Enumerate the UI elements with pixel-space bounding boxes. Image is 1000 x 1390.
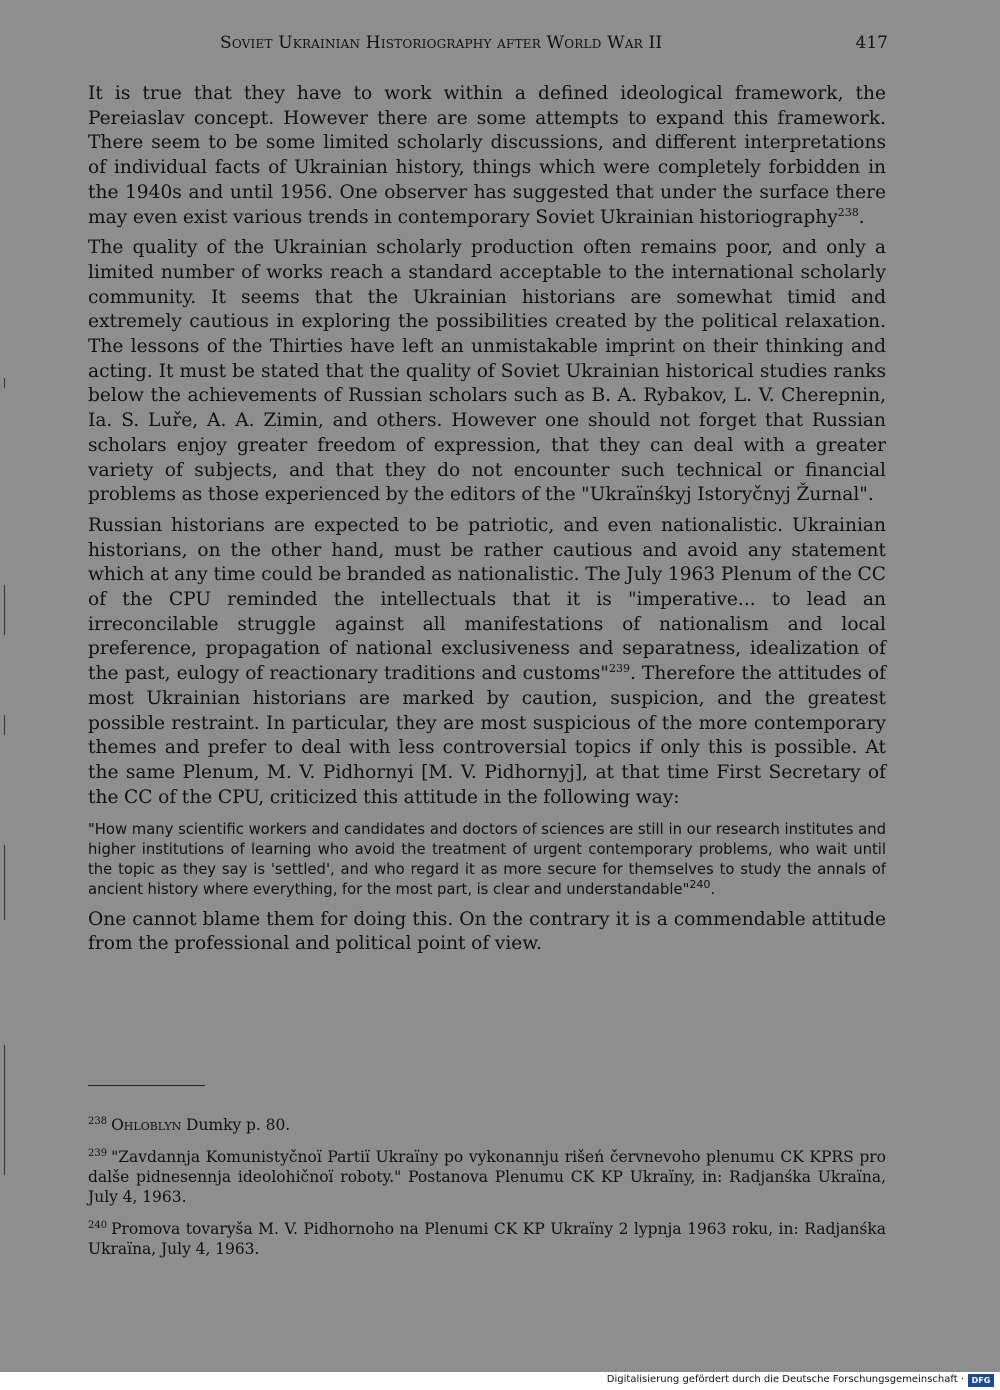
paragraph-1-end: . [858,206,865,228]
page-header [88,33,888,57]
body-text [88,82,886,963]
footnote-number: 239 [88,1147,108,1159]
footnote-number: 238 [88,1115,108,1127]
footnote-text: "Zavdannja Komunistyčnoï Partiï Ukraïny po vykonannju rišeń červnevoho plenumu CK KPRS pro dalše pidnesennja ideolohičnoï roboty." Postanova Plenumu CK KP Ukraïny, in: Radjanśka Ukraïna, July 4, 1963. [88,1148,886,1206]
footnote-239 [88,1147,886,1207]
footnote-separator [88,1085,205,1086]
digitization-credit: Digitalisierung gefördert durch die Deutsche Forschungsgemeinschaft · [606,1374,964,1385]
footnotes [88,1115,886,1271]
footnote-author: Ohloblyn [111,1116,182,1134]
margin-scan-mark [4,845,5,920]
dfg-logo-icon: DFG [968,1374,994,1387]
margin-scan-mark [4,1045,5,1175]
margin-scan-mark [4,378,5,388]
footnote-ref-239: 239 [608,661,630,675]
page-number: 417 [855,33,888,53]
paragraph-1-text: It is true that they have to work within a defined ideological framework, the Pereiaslav concept. However there are some attempts to expand this framework. There seem to be some limited scholarly discussions, and different interpretations of individual facts of Ukrainian history, things which were completely forbidden in the 1940s and until 1956. One observer has suggested that under the surface there may even exist various trends in contemporary Soviet Ukrainian historiography [88,83,886,228]
footnote-text: Dumky p. 80. [181,1116,291,1134]
margin-scan-mark [4,585,5,635]
footnote-number: 240 [88,1219,108,1231]
footnote-ref-238: 238 [837,205,859,219]
footnote-240 [88,1219,886,1259]
footnote-text: Promova tovaryša M. V. Pidhornoho na Plenumi CK KP Ukraïny 2 lypnja 1963 roku, in: Radjanśka Ukraïna, July 4, 1963. [88,1220,886,1258]
margin-scan-mark [4,715,5,735]
footnote-ref-240: 240 [689,877,711,891]
paragraph-3-text-a: Russian historians are expected to be patriotic, and even nationalistic. Ukrainian historians, on the other hand, must be rather cautious and avoid any statement which at any time could be branded as nationalistic. The July 1963 Plenum of the CC of the CPU reminded the intellectuals that it is "imperative... to lead an irreconcilable struggle against all manifestations of nationalism and local preference, propagation of national exclusiveness and separatness, idealization of the past, eulogy of reactionary traditions and customs" [88,514,886,685]
paragraph-2: The quality of the Ukrainian scholarly production often remains poor, and only a limited number of works reach a standard acceptable to the international scholarly community. It seems that the Ukrainian historians are somewhat timid and extremely cautious in exploring the possibilities created by the political relaxation. The lessons of the Thirties have left an unmistakable imprint on their thinking and acting. It must be stated that the quality of Soviet Ukrainian historical studies ranks below the achievements of Russian scholars such as B. A. Rybakov, L. V. Cherepnin, Ia. S. Luře, A. A. Zimin, and others. However one should not forget that Russian scholars enjoy greater freedom of expression, that they can deal with a greater variety of subjects, and that they do not encounter such technical or financial problems as those experienced by the editors of the "Ukraïnśkyj Istoryčnyj Žurnal". [88,237,886,506]
paragraph-3 [88,514,886,810]
paragraph-1 [88,82,886,230]
block-quote-end: . [710,880,716,898]
block-quote-text: "How many scientific workers and candidates and doctors of sciences are still in our research institutes and higher institutions of learning who avoid the treatment of urgent contemporary problems, who wait until the topic as they say is 'settled', and who regard it as more secure for themselves to study the annals of ancient history where everything, for the most part, is clear and understandable" [88,821,886,898]
paragraph-3-text-b: . Therefore the attitudes of most Ukrainian historians are marked by caution, suspicion, and the greatest possible restraint. In particular, they are most suspicious of the more contemporary themes and prefer to deal with less controversial topics if only this is possible. At the same Plenum, M. V. Pidhornyi [M. V. Pidhornyj], at that time First Secretary of the CC of the CPU, criticized this attitude in the following way: [88,663,886,808]
running-head: Soviet Ukrainian Historiography after World War II [220,33,663,53]
block-quote [88,820,886,899]
paragraph-4: One cannot blame them for doing this. On the contrary it is a commendable attitude from the professional and political point of view. [88,908,886,955]
digitization-footer [0,1372,1000,1390]
footnote-238 [88,1115,886,1135]
